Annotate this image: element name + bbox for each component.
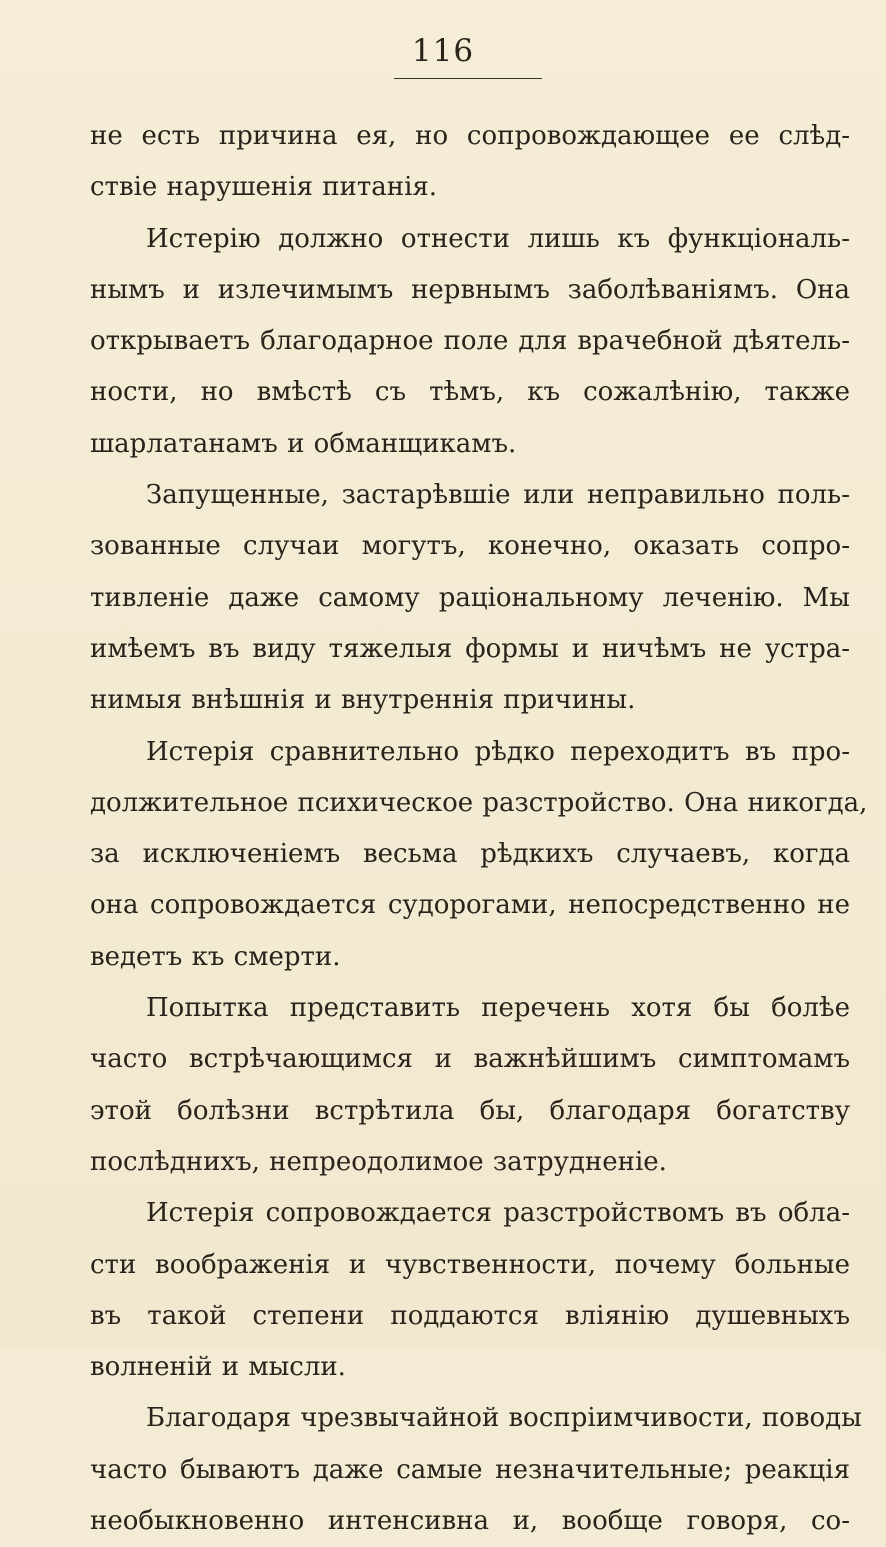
text-line: Попытка представить перечень хотя бы болѣе bbox=[146, 993, 850, 1024]
paragraph bbox=[90, 1393, 862, 1547]
text-line: Истерію должно отнести лишь къ функціональ- bbox=[146, 223, 850, 254]
page-number: 116 bbox=[411, 33, 475, 69]
text-line: должительное психическое разстройство. Она никогда, bbox=[90, 787, 868, 818]
text-line: этой болѣзни встрѣтила бы, благодаря богатству bbox=[90, 1095, 850, 1126]
text-line: нымъ и излечимымъ нервнымъ заболѣваніямъ. Она bbox=[90, 274, 850, 305]
text-line: имѣемъ въ виду тяжелыя формы и ничѣмъ не устра- bbox=[90, 633, 850, 664]
text-line: Истерія сопровождается разстройствомъ въ обла- bbox=[146, 1198, 850, 1229]
text-line: нимыя внѣшнія и внутреннія причины. bbox=[90, 685, 636, 716]
body-text bbox=[90, 111, 868, 1547]
text-line: тивленіе даже самому раціональному леченію. Мы bbox=[90, 582, 850, 613]
text-line: шарлатанамъ и обманщикамъ. bbox=[90, 428, 517, 459]
text-line: Истерія сравнительно рѣдко переходитъ въ про- bbox=[146, 736, 850, 767]
text-line: ности, но вмѣстѣ съ тѣмъ, къ сожалѣнію, также bbox=[90, 377, 850, 408]
text-line: не есть причина ея, но сопровождающее ее слѣд- bbox=[90, 121, 850, 151]
text-line: она сопровождается судорогами, непосредственно не bbox=[90, 890, 850, 921]
text-line: волненій и мысли. bbox=[90, 1352, 346, 1383]
text-line: Запущенные, застарѣвшіе или неправильно поль- bbox=[146, 480, 850, 511]
text-line: Благодаря чрезвычайной воспріимчивости, поводы bbox=[146, 1403, 862, 1434]
text-line: сти воображенія и чувственности, почему больные bbox=[90, 1249, 850, 1280]
paragraph bbox=[90, 983, 850, 1188]
text-line: за исключеніемъ весьма рѣдкихъ случаевъ, когда bbox=[90, 839, 850, 870]
paragraph bbox=[90, 111, 850, 214]
paragraph bbox=[90, 214, 850, 470]
text-line: часто встрѣчающимся и важнѣйшимъ симптомамъ bbox=[90, 1044, 850, 1075]
text-line: часто бываютъ даже самые незначительные; реакція bbox=[90, 1454, 850, 1485]
paragraph bbox=[90, 1188, 850, 1393]
page-number-rule bbox=[394, 78, 542, 79]
paragraph bbox=[90, 470, 850, 726]
text-line: ствіе нарушенія питанія. bbox=[90, 172, 438, 203]
text-line: послѣднихъ, непреодолимое затрудненіе. bbox=[90, 1146, 667, 1177]
text-line: ведетъ къ смерти. bbox=[90, 941, 341, 972]
text-line: въ такой степени поддаются вліянію душевныхъ bbox=[90, 1300, 850, 1331]
text-line: необыкновенно интенсивна и, вообще говоря, со- bbox=[90, 1506, 850, 1537]
text-line: зованные случаи могутъ, конечно, оказать сопро- bbox=[90, 531, 850, 562]
paragraph bbox=[90, 727, 868, 983]
text-line: открываетъ благодарное поле для врачебной дѣятель- bbox=[90, 326, 850, 357]
